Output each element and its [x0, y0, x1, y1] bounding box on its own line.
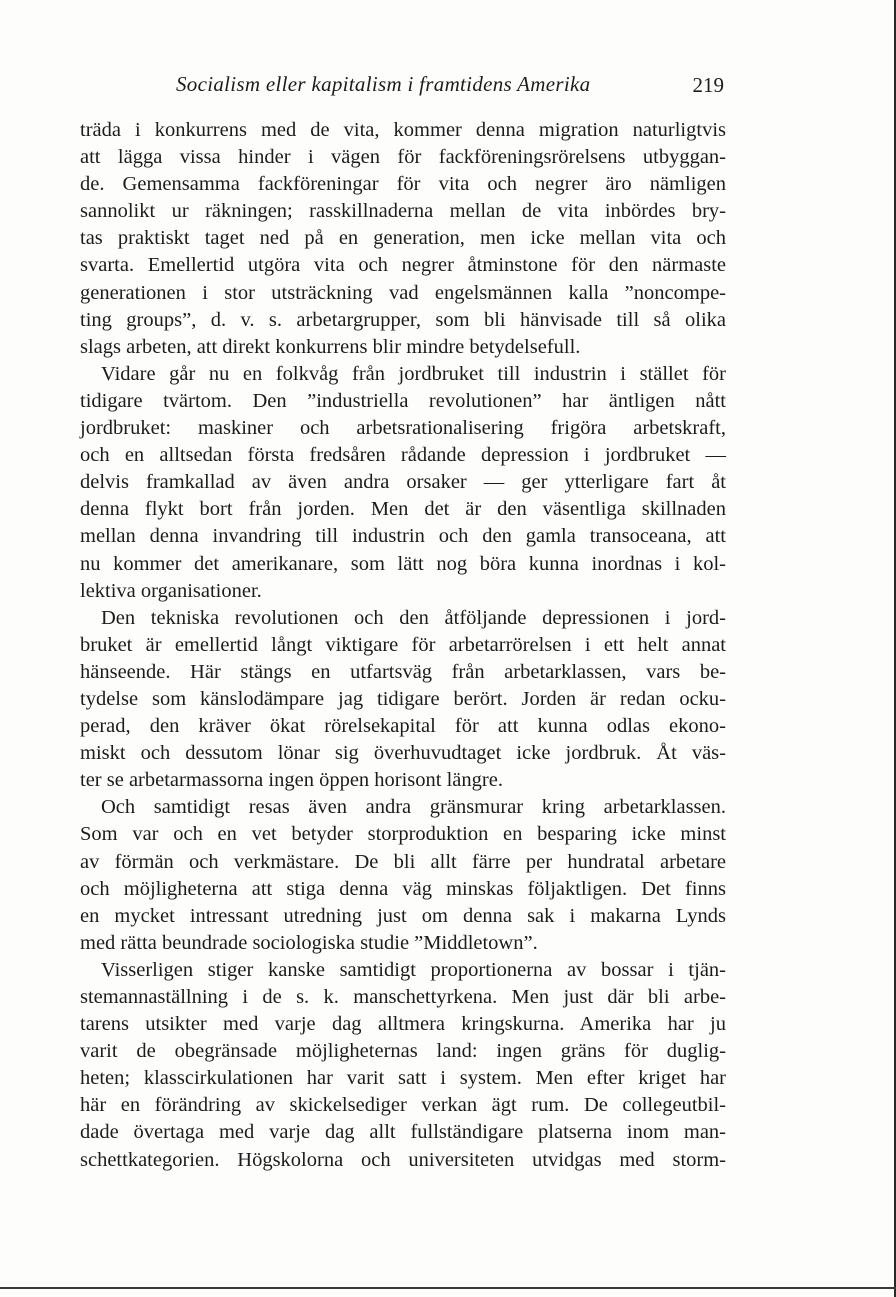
text-line: generationen i stor utsträckning vad engelsmännen kalla ”noncompe-: [80, 281, 726, 304]
text-line: tydelse som känslodämpare jag tidigare berört. Jorden är redan ocku-: [80, 687, 726, 710]
text-line: svarta. Emellertid utgöra vita och negrer åtminstone för den närmaste: [80, 254, 726, 277]
text-line: stemannaställning i de s. k. manschettyrkena. Men just där bli arbe-: [80, 986, 726, 1008]
text-line: hänseende. Här stängs en utfartsväg från arbetarklassen, vars be-: [80, 660, 726, 683]
text-line: ter se arbetarmassorna ingen öppen horisont längre.: [80, 769, 503, 792]
text-line: nu kommer det amerikanare, som lätt nog böra kunna inordnas i kol-: [80, 552, 726, 575]
text-line: slags arbeten, att direkt konkurrens blir mindre betydelsefull.: [80, 335, 581, 358]
paragraph: [80, 117, 726, 361]
page-header: [80, 72, 726, 104]
text-line: perad, den kräver ökat rörelsekapital för att kunna odlas ekono-: [80, 715, 726, 738]
page-number: 219: [692, 73, 724, 97]
body-text: [80, 117, 726, 1174]
text-line: Den tekniska revolutionen och den åtföljande depressionen i jord-: [101, 606, 726, 629]
text-line: Vidare går nu en folkvåg från jordbruket till industrin i stället för: [101, 362, 726, 385]
text-line: av förmän och verkmästare. De bli allt färre per hundratal arbetare: [80, 850, 726, 873]
paragraph: [80, 957, 726, 1174]
text-line: och en alltsedan första fredsåren rådande depression i jordbruket —: [80, 444, 726, 467]
text-line: varit de obegränsade möjligheternas land: ingen gräns för duglig-: [80, 1040, 726, 1063]
text-line: träda i konkurrens med de vita, kommer denna migration naturligtvis: [80, 119, 726, 141]
text-line: bruket är emellertid långt viktigare för arbetarrörelsen i ett helt annat: [80, 633, 726, 656]
text-line: mellan denna invandring till industrin och den gamla transoceana, att: [80, 525, 726, 548]
text-line: Som var och en vet betyder storproduktion en besparing icke minst: [80, 823, 726, 846]
text-line: ting groups”, d. v. s. arbetargrupper, som bli hänvisade till så olika: [80, 308, 726, 331]
text-line: delvis framkallad av även andra orsaker — ger ytterligare fart åt: [80, 471, 726, 494]
text-line: sannolikt ur räkningen; rasskillnaderna mellan de vita inbördes bry-: [80, 200, 726, 223]
text-line: med rätta beundrade sociologiska studie ”Middletown”.: [80, 931, 538, 954]
text-line: och möjligheterna att stiga denna väg minskas följaktligen. Det finns: [80, 877, 726, 900]
paragraph: [80, 361, 726, 605]
text-line: de. Gemensamma fackföreningar för vita och negrer äro nämligen: [80, 173, 726, 196]
text-line: heten; klasscirkulationen har varit satt i system. Men efter kriget har: [80, 1067, 726, 1090]
text-line: schettkategorien. Högskolorna och universiteten utvidgas med storm-: [80, 1148, 726, 1171]
text-line: denna flykt bort från jorden. Men det är den väsentliga skillnaden: [80, 498, 726, 521]
text-line: en mycket intressant utredning just om denna sak i makarna Lynds: [80, 904, 726, 927]
page-bottom-edge: [0, 1287, 896, 1289]
paragraph: [80, 794, 726, 957]
text-line: Visserligen stiger kanske samtidigt proportionerna av bossar i tjän-: [101, 958, 726, 981]
text-line: här en förändring av skickelsediger verkan ägt rum. De collegeutbil-: [80, 1094, 726, 1117]
text-line: lektiva organisationer.: [80, 579, 262, 602]
text-line: dade övertaga med varje dag allt fullständigare platserna inom man-: [80, 1121, 726, 1144]
paragraph: [80, 605, 726, 795]
text-line: tas praktiskt taget ned på en generation, men icke mellan vita och: [80, 227, 726, 250]
text-line: miskt och dessutom lönar sig överhuvudtaget icke jordbruk. Åt väs-: [80, 742, 726, 765]
text-line: Och samtidigt resas även andra gränsmurar kring arbetarklassen.: [101, 796, 726, 819]
text-line: tarens utsikter med varje dag alltmera kringskurna. Amerika har ju: [80, 1013, 726, 1036]
text-line: att lägga vissa hinder i vägen för fackföreningsrörelsens utbyggan-: [80, 146, 726, 169]
running-title: Socialism eller kapitalism i framtidens Amerika: [176, 72, 591, 96]
text-line: tidigare tvärtom. Den ”industriella revolutionen” har äntligen nått: [80, 389, 726, 412]
text-line: jordbruket: maskiner och arbetsrationalisering frigöra arbetskraft,: [80, 417, 726, 440]
